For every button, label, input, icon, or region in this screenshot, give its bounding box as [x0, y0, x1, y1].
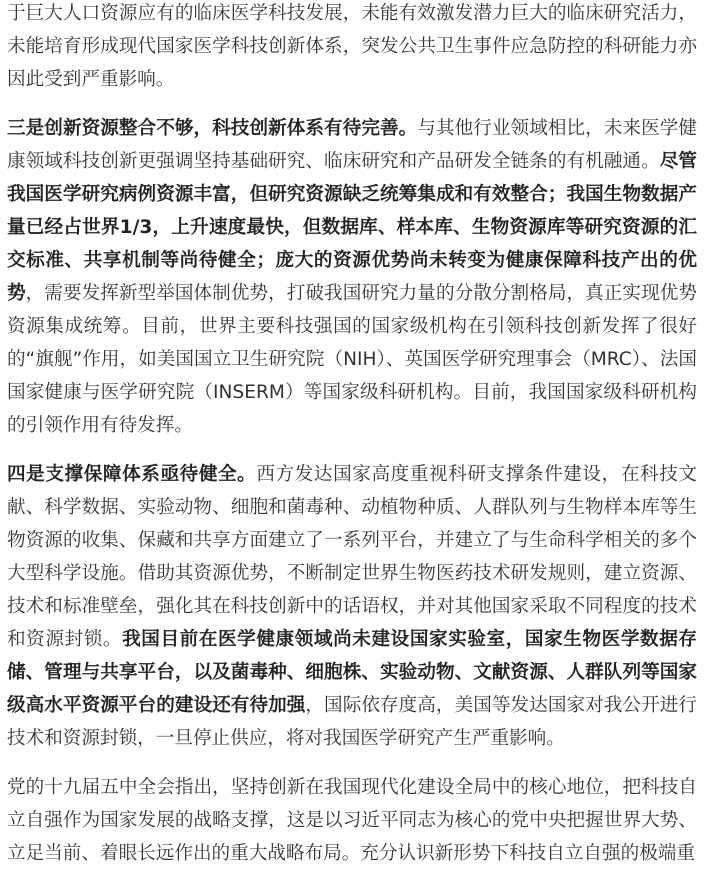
paragraph-1: [7, 0, 697, 96]
paragraph-1-text: 于巨大人口资源应有的临床医学科技发展，未能有效激发潜力巨大的临床研究活力，未能培育形成现代国家医学科技创新体系，突发公共卫生事件应急防控的科研能力亦因此受到严重影响。: [7, 3, 697, 90]
paragraph-2-bold-1: 尽管我国医学研究病例资源丰富，但研究资源缺乏统筹集成和有效整合；我国生物数据产量已经占世界1/3，上升速度最快，但数据库、样本库、生物资源库等研究资源的汇交标准、共享机制等尚待健全；庞大的资源优势尚未转变为健康保障科技产出的优势: [7, 151, 697, 304]
paragraph-3-heading: 四是支撑保障体系亟待健全。: [7, 464, 257, 485]
paragraph-4-text: 党的十九届五中全会指出，坚持创新在我国现代化建设全局中的核心地位，把科技自立自强作为国家发展的战略支撑，这是以习近平同志为核心的党中央把握世界大势、立足当前、着眼长远作出的重大战略布局。充分认识新形势下科技自立自强的极端重: [7, 777, 697, 864]
paragraph-2-text-2: ，需要发挥新型举国体制优势，打破我国研究力量的分散分割格局，真正实现优势资源集成统筹。目前，世界主要科技强国的国家级机构在引领科技创新发挥了很好的“旗舰”作用，如美国国立卫生研究院（NIH）、英国医学研究理事会（MRC）、法国国家健康与医学研究院（INSERM）等国家级科研机构。目前，我国国家级科研机构的引领作用有待发挥。: [7, 283, 697, 436]
paragraph-3-text-1: 西方发达国家高度重视科研支撑条件建设，在科技文献、科学数据、实验动物、细胞和菌毒种、动植物种质、人群队列与生物样本库等生物资源的收集、保藏和共享方面建立了一系列平台，并建立了与生命科学相关的多个大型科学设施。借助其资源优势，不断制定世界生物医药技术研发规则，建立资源、技术和标准壁垒，强化其在科技创新中的话语权，并对其他国家采取不同程度的技术和资源封锁。: [7, 464, 697, 650]
paragraph-3-text-2: ，国际依存度高，美国等发达国家对我公开进行技术和资源封锁，一旦停止供应，将对我国医学研究产生严重影响。: [7, 695, 697, 749]
paragraph-3: [7, 458, 697, 755]
paragraph-2-text-1: 与其他行业领域相比，未来医学健康领域科技创新更强调坚持基础研究、临床研究和产品研发全链条的有机融通。: [7, 118, 697, 172]
paragraph-2: [7, 112, 697, 442]
paragraph-3-bold-1: 我国目前在医学健康领域尚未建设国家实验室，国家生物医学数据存储、管理与共享平台，以及菌毒种、细胞株、实验动物、文献资源、人群队列等国家级高水平资源平台的建设还有待加强: [7, 629, 697, 716]
paragraph-4: [7, 771, 697, 870]
paragraph-2-heading: 三是创新资源整合不够，科技创新体系有待完善。: [7, 118, 418, 139]
